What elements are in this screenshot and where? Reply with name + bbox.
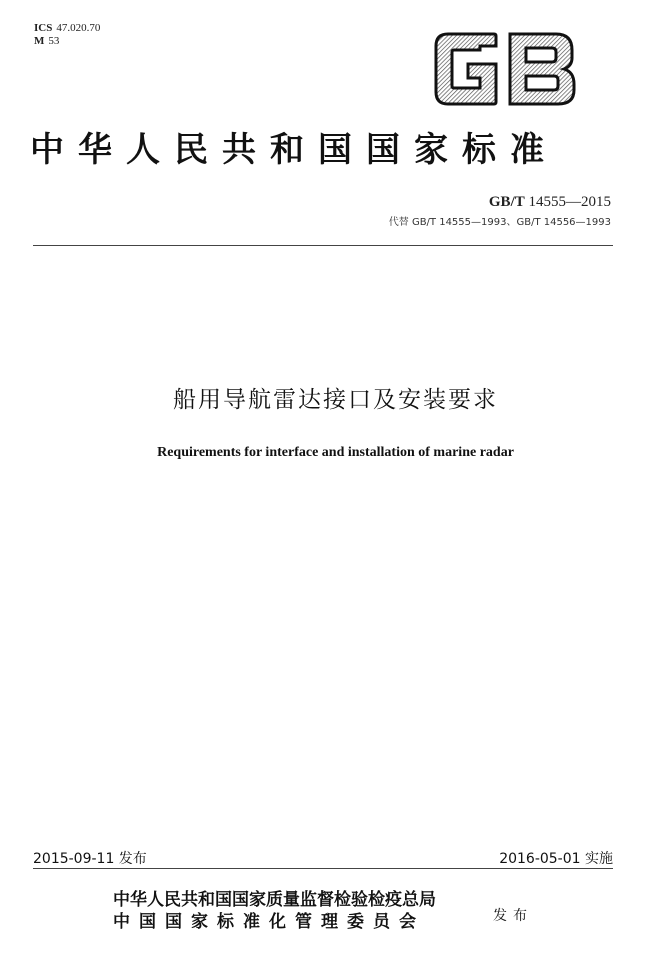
standard-number: 14555—2015: [528, 194, 611, 210]
bottom-divider: [33, 868, 613, 869]
ccs-code: 53: [48, 35, 60, 47]
ccs-line: [34, 35, 104, 48]
issue-date: 2015-09-11 发布: [33, 851, 147, 867]
header-title: 中华人民共和国国家标准: [30, 130, 558, 170]
ics-tag: ICS: [34, 22, 53, 34]
standard-prefix: GB/T: [488, 194, 525, 210]
publish-label: 发布: [493, 908, 533, 924]
standard-code: [389, 194, 611, 211]
standard-number-block: [389, 194, 611, 228]
gb-logo-icon: [434, 32, 576, 106]
ics-code: 47.020.70: [56, 22, 101, 34]
issuer-line-2: 中国国家标准化管理委员会: [113, 912, 425, 932]
replaces-note: 代替 GB/T 14555—1993、GB/T 14556—1993: [388, 217, 611, 228]
issuer-line-1: 中华人民共和国国家质量监督检验检疫总局: [113, 890, 436, 910]
classification-codes: [34, 22, 104, 48]
implementation-date: 2016-05-01 实施: [499, 851, 613, 867]
top-divider: [33, 245, 613, 246]
document-title-en: Requirements for interface and installation of marine radar: [157, 445, 514, 460]
ics-line: [34, 22, 104, 35]
issuer-block: [113, 889, 436, 933]
document-title-cn: 船用导航雷达接口及安装要求: [173, 387, 498, 413]
ccs-tag: M: [34, 35, 45, 47]
